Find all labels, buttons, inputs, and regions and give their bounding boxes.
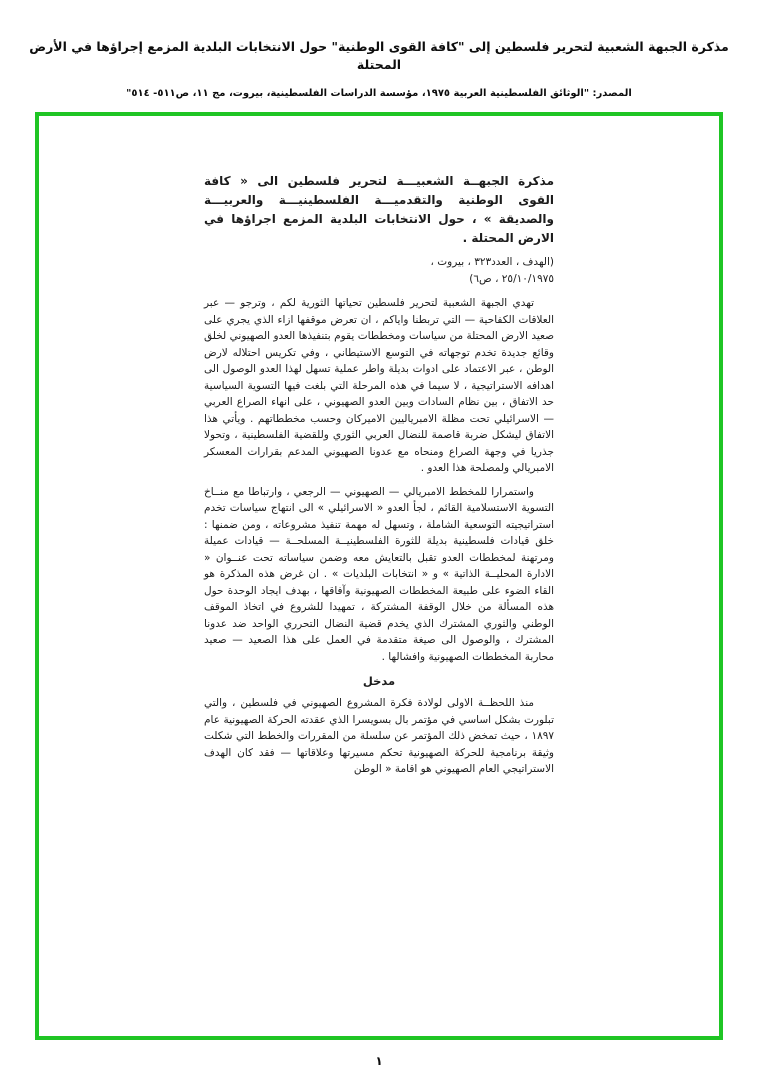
document-scan-frame [35, 112, 723, 1040]
document-title: مذكرة الجبهــة الشعبيـــة لتحرير فلسطين الى « كافة القوى الوطنية والتقدميـــة الفلسطينيـــة والعربيـــة والصديقة » ، حول الانتخابات البلدية المزمع اجراؤها في الارض المحتلة . [204, 174, 554, 245]
document-paragraph: تهدي الجبهة الشعبية لتحرير فلسطين تحياتها الثورية لكم ، وترجو — عبر العلاقات الكفاحية — التي تربطنا واياكم ، ان تعرض موقفها ازاء الذي يجري على صعيد الارض المحتلة من سياسات ومخططات يقوم بتنفيذها العدو الصهيوني لخلق وقائع جديدة تخدم توجهاته في التوسع الاستيطاني ، وفي تكريس احتلاله لارض الوطن ، عبر الاعتماد على ادوات بديلة واطر عملية تسهل لهذا العدو الوصول الى اهدافه الاستراتيجية ، لا سيما في هذه المرحلة التي بلغت فيها التسوية السياسية حد الاتفاق ، بين نظام السادات وبين العدو الصهيوني ، على انهاء الصراع العربي — الاسرائيلي تحت مظلة الامبرياليين الاميركان وحسب مخططاتهم . ويأتي هذا الاتفاق ليشكل ضربة قاصمة للنضال العربي الثوري وللقضية الفلسطينية ، وتحولا جذريا في وجهة الصراع ومنحاه مع عدونا الصهيوني المدعم بقرارات المعسكر الامبريالي ولمصلحة هذا العدو . [204, 297, 554, 474]
page-number: ١ [375, 1054, 383, 1068]
document-paragraph: منذ اللحظــة الاولى لولادة فكرة المشروع الصهيوني في فلسطين ، والتي تبلورت بشكل اساسي في مؤتمر بال بسويسرا الذي عقدته الحركة الصهيونية عام ١٨٩٧ ، حيث تمخض ذلك المؤتمر عن سلسلة من المقررات والخطط التي شكلت وثيقة برنامجية للحركة الصهيونية تحكم مسيرتها وعلاقاتها — فقد كان الهدف الاستراتيجي العام الصهيوني هو اقامة « الوطن [204, 697, 554, 775]
citation-line: ٢٥/١٠/١٩٧٥ ، ص٦) [469, 273, 554, 285]
citation-line: (الهدف ، العدد٣٢٣ ، بيروت ، [430, 256, 554, 268]
section-heading: مدخل [362, 674, 396, 688]
document-paragraph: واستمرارا للمخطط الامبريالي — الصهيوني — الرجعي ، وارتباطا مع منــاخ التسوية الاستسلامية القائم ، لجأ العدو « الاسرائيلي » الى انتهاج سياسات تخدم استراتيجيته التوسعية الشاملة ، وتسهل له مهمة تنفيذ مشروعاته ، ومن ضمنها : خلق قيادات فلسطينية بديلة للثورة الفلسطينيــة المسلحــة — قيادات عميلة ومرتهنة لمخططات العدو تقبل بالتعايش معه وضمن سياساته تحت عنــوان « الادارة المحليــة الذاتية » و « انتخابات البلديات » . ان غرض هذه المذكرة هو القاء الضوء على طبيعة المخططات الصهيونية وآفاقها ، بهدف ايجاد الوحدة حول هذه المسألة من خلال الوقفة المشتركة ، تمهيدا للشروع في اتخاذ الموقف الوطني والثوري المشترك الذي يخدم قضية النضال التحرري الواحد ضد عدونا المشترك ، والوصول الى صيغة متقدمة في العمل على هذا الصعيد — صعيد محاربة المخططات الصهيونية وافشالها . [204, 485, 554, 663]
scanned-document [204, 172, 554, 778]
page-title: مذكرة الجبهة الشعبية لتحرير فلسطين إلى "كافة القوى الوطنية" حول الانتخابات البلدية المزمع إجراؤها في الأرض المحتلة [29, 39, 729, 72]
document-citation [204, 254, 554, 288]
page-header [0, 0, 758, 99]
source-line: المصدر: "الوثائق الفلسطينية العربية ١٩٧٥، مؤسسة الدراسات الفلسطينية، بيروت، مج ١١، ص٥١١- ٥١٤" [126, 88, 632, 99]
